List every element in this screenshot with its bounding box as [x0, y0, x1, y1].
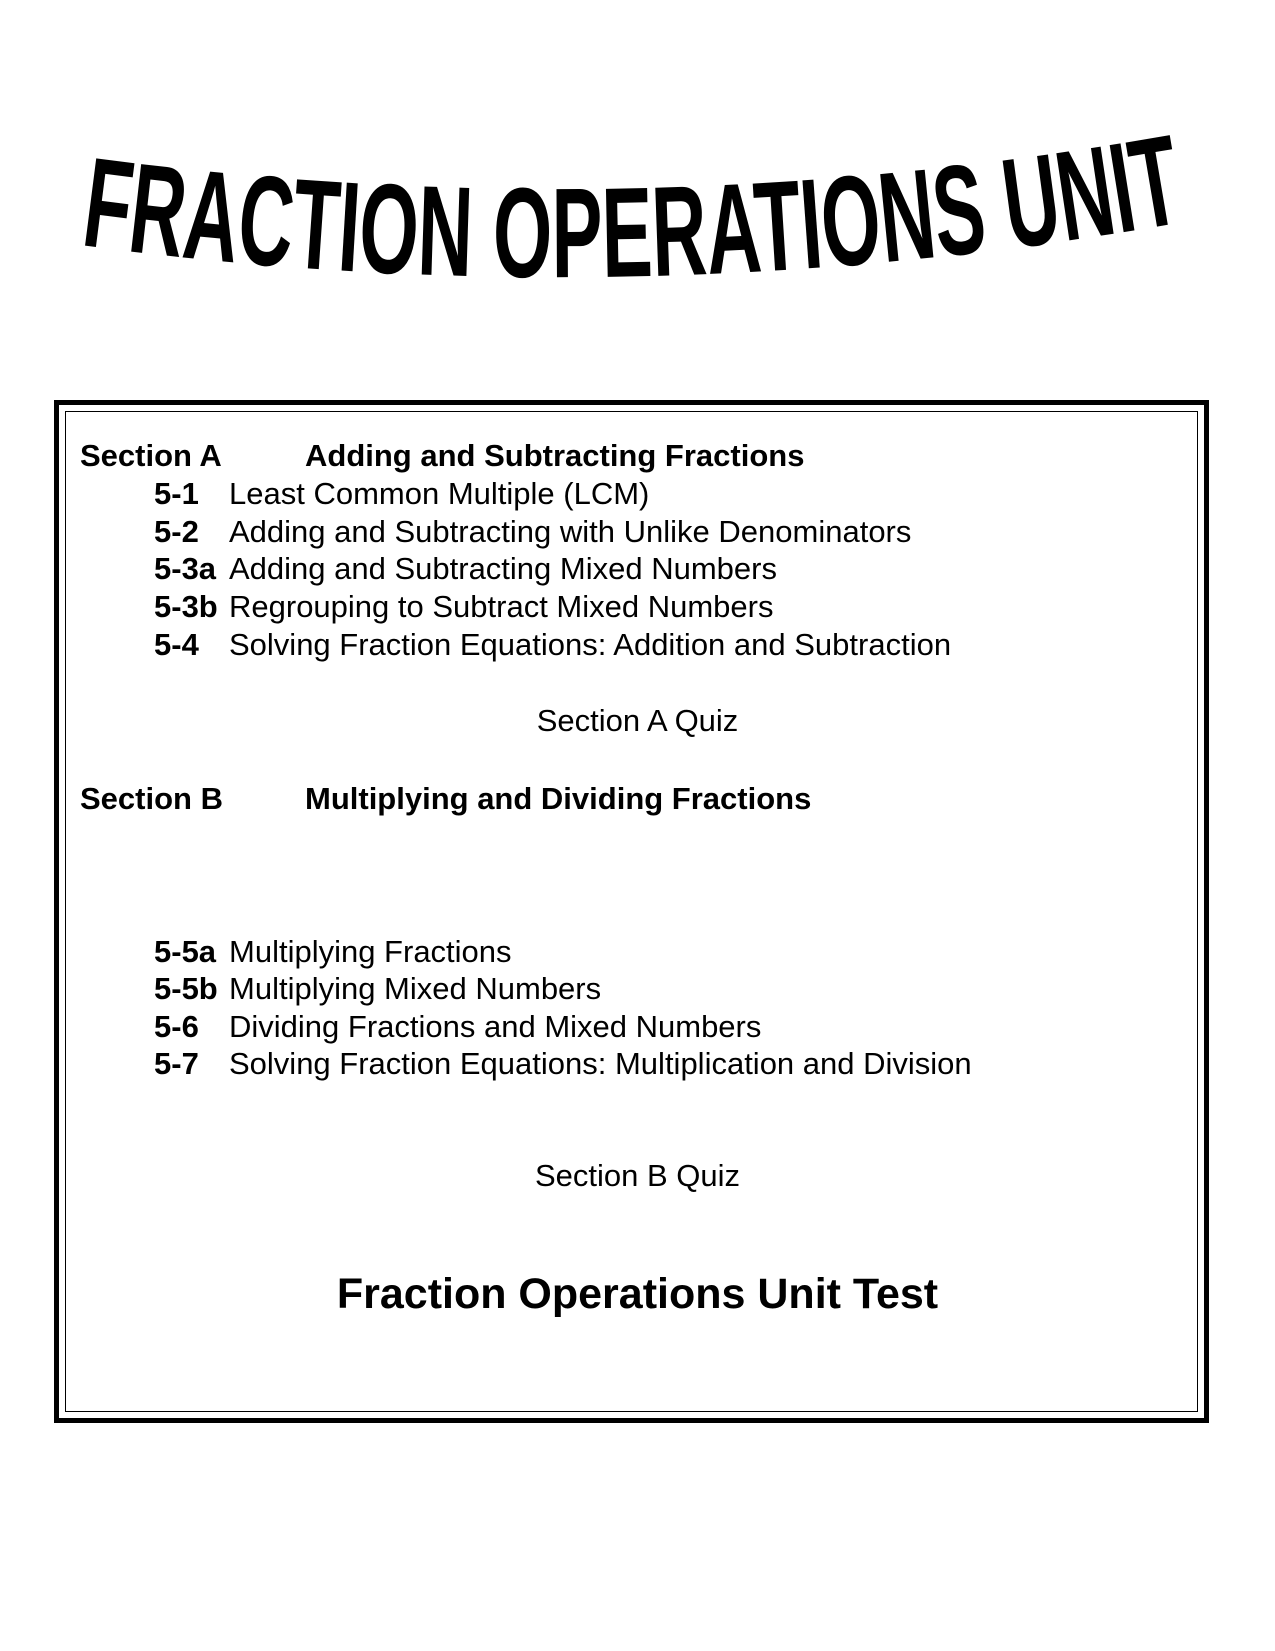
- lesson-title: Solving Fraction Equations: Addition and Subtraction: [229, 627, 952, 662]
- contents-inner-frame: [65, 411, 1198, 1412]
- section-b-title: Multiplying and Dividing Fractions: [305, 781, 812, 816]
- section-a-label: Section A: [80, 438, 222, 473]
- lesson-number: 5-7: [154, 1046, 199, 1081]
- lesson-row: [154, 550, 777, 588]
- unit-title-wordart: [0, 0, 1275, 330]
- contents-frame: [54, 400, 1209, 1423]
- unit-title-text: FRACTION OPERATIONS UNIT: [76, 103, 1222, 306]
- section-a-title: Adding and Subtracting Fractions: [305, 438, 805, 473]
- lesson-title: Adding and Subtracting with Unlike Denominators: [229, 514, 912, 549]
- lesson-title: Multiplying Mixed Numbers: [229, 971, 602, 1006]
- lesson-row: [154, 933, 512, 971]
- unit-title: [76, 103, 1222, 306]
- section-b-heading: [80, 780, 811, 818]
- lesson-number: 5-3b: [154, 589, 218, 624]
- lesson-number: 5-5b: [154, 971, 218, 1006]
- lesson-number: 5-2: [154, 514, 199, 549]
- section-a-heading: [80, 437, 804, 475]
- lesson-row: [154, 513, 911, 551]
- lesson-row: [154, 1008, 761, 1046]
- lesson-number: 5-5a: [154, 934, 217, 969]
- lesson-number: 5-1: [154, 476, 199, 511]
- lesson-row: [154, 588, 773, 626]
- lesson-title: Regrouping to Subtract Mixed Numbers: [229, 589, 774, 624]
- section-a-quiz: Section A Quiz: [536, 703, 739, 738]
- lesson-row: [154, 1045, 972, 1083]
- unit-test-title: Fraction Operations Unit Test: [336, 1270, 939, 1318]
- section-b-quiz: Section B Quiz: [534, 1158, 741, 1193]
- section-b-label: Section B: [80, 781, 223, 816]
- lesson-row: [154, 475, 649, 513]
- lesson-row: [154, 626, 951, 664]
- lesson-title: Adding and Subtracting Mixed Numbers: [229, 551, 777, 586]
- lesson-number: 5-6: [154, 1009, 199, 1044]
- lesson-title: Least Common Multiple (LCM): [229, 476, 650, 511]
- lesson-number: 5-3a: [154, 551, 217, 586]
- lesson-number: 5-4: [154, 627, 199, 662]
- unit-title-banner: [0, 0, 1275, 330]
- lesson-title: Multiplying Fractions: [229, 934, 512, 969]
- lesson-title: Dividing Fractions and Mixed Numbers: [229, 1009, 762, 1044]
- lesson-row: [154, 970, 601, 1008]
- lesson-title: Solving Fraction Equations: Multiplication and Division: [229, 1046, 972, 1081]
